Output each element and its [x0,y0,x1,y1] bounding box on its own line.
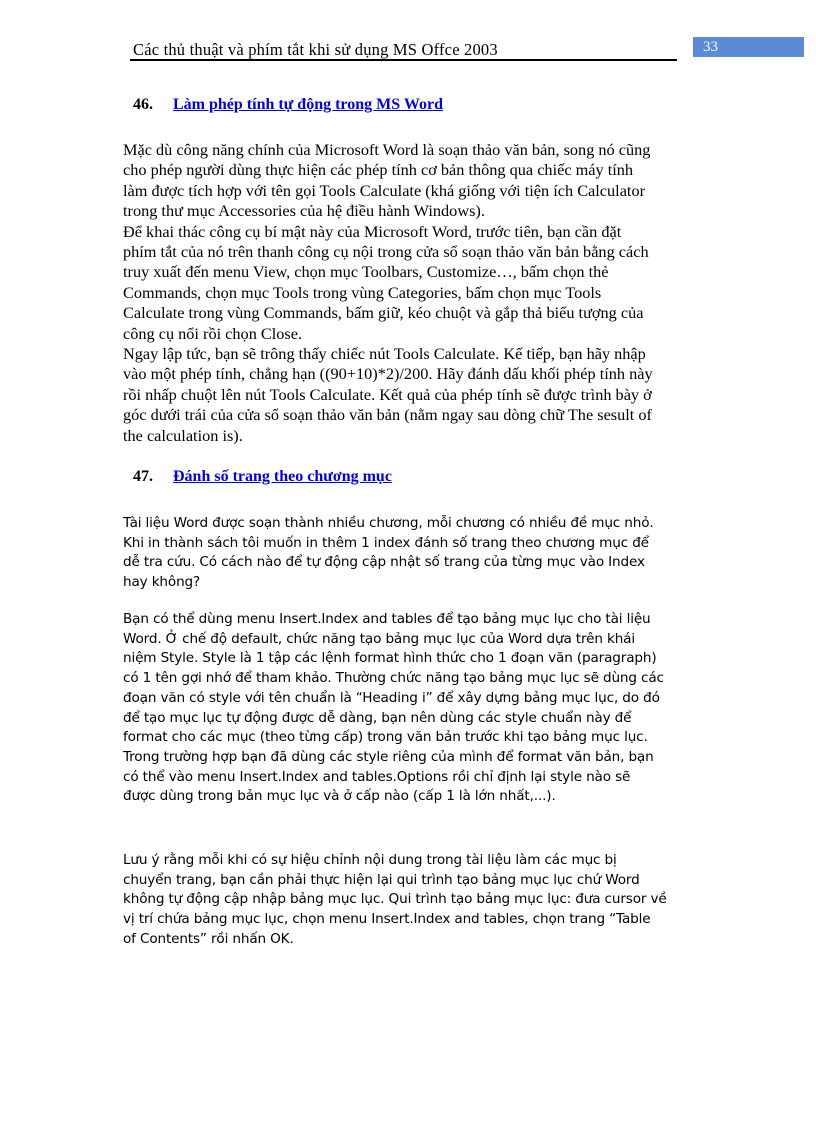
section-46-title-link[interactable]: Làm phép tính tự động trong MS Word [173,96,443,113]
text-line: Lưu ý rằng mỗi khi có sự hiệu chỉnh nội dung trong tài liệu làm các mục bị [123,852,617,868]
section-47-heading [133,467,392,487]
header-divider [130,59,677,61]
text-line: the calculation is). [123,425,243,445]
text-line: vào một phép tính, chẳng hạn ((90+10)*2)/200. Hãy đánh dấu khối phép tính này [123,364,653,384]
text-line: rồi nhấp chuột lên nút Tools Calculate. Kết quả của phép tính sẽ được trình bày ở [123,384,652,404]
text-line: Bạn có thể dùng menu Insert.Index and tables để tạo bảng mục lục cho tài liệu [123,611,651,627]
text-line: format cho các mục (theo từng cấp) trong văn bản trước khi tạo bảng mục lục. [123,729,648,746]
section-47-note-paragraph [123,851,708,950]
text-line: được dùng trong bản mục lục và ở cấp nào (cấp 1 là lớn nhất,...). [123,788,556,805]
header-title: Các thủ thuật và phím tắt khi sử dụng MS Offce 2003 [133,40,498,59]
text-line: hay không? [123,574,201,591]
text-line: có thể vào menu Insert.Index and tables.Options rồi chỉ định lại style nào sẽ [123,768,631,785]
text-line: Để khai thác công cụ bí mật này của Microsoft Word, trước tiên, bạn cần đặt [123,221,622,241]
text-line: vị trí chứa bảng mục lục, chọn menu Insert.Index and tables, chọn trang “Table [123,911,651,928]
text-line: không tự động cập nhập bảng mục lục. Qui trình tạo bảng mục lục: đưa cursor về [123,891,667,908]
text-line: niệm Style. Style là 1 tập các lệnh format hình thức cho 1 đoạn văn (paragraph) [123,650,657,667]
text-line: cho phép người dùng thực hiện các phép tính cơ bản thông qua chiếc máy tính [123,160,634,180]
section-number: 46. [133,96,153,113]
text-line: Trong trường hợp bạn đã dùng các style riêng của mình để format văn bản, bạn [123,748,654,765]
section-47-title-link[interactable]: Đánh số trang theo chương mục [173,468,392,485]
text-line: Commands, chọn mục Tools trong vùng Categories, bấm chọn mục Tools [123,282,602,302]
text-line: đoạn văn có style với tên chuẩn là “Heading i” để xây dựng bảng mục lục, do đó [123,689,660,706]
text-line: có 1 tên gợi nhớ để tham khảo. Thường chức năng tạo bảng mục lục sẽ dùng các [123,670,664,687]
text-line: làm được tích hợp với tên gọi Tools Calculate (khá giống với tiện ích Calculator [123,180,646,200]
text-line: Mặc dù công năng chính của Microsoft Word là soạn thảo văn bản, song nó cũng [123,140,651,159]
section-number: 47. [133,468,153,485]
section-47-answer-paragraph [123,610,708,807]
text-line: truy xuất đến menu View, chọn mục Toolbars, Customize…, bấm chọn thẻ [123,262,609,282]
text-line: để tạo mục lục tự động được dễ dàng, bạn nên dùng các style chuẩn này để [123,709,632,726]
text-line: Calculate trong vùng Commands, bấm giữ, kéo chuột và gắp thả biểu tượng của [123,303,644,323]
text-line: of Contents” rồi nhấn OK. [123,930,294,947]
section-46-heading [133,95,443,115]
page-number-badge: 33 [693,37,804,57]
text-line: công cụ nổi rồi chọn Close. [123,323,303,343]
text-line: chuyển trang, bạn cần phải thực hiện lại qui trình tạo bảng mục lục chứ Word [123,871,640,888]
section-47-question-paragraph [123,514,708,593]
text-line: Khi in thành sách tôi muốn in thêm 1 index đánh số trang theo chương mục để [123,534,649,551]
text-line: trong thư mục Accessories của hệ điều hành Windows). [123,201,485,221]
section-46-paragraph [123,140,708,446]
text-line: góc dưới trái của cửa sổ soạn thảo văn bản (nằm ngay sau dòng chữ The sesult of [123,405,652,425]
text-line: Tài liệu Word được soạn thành nhiều chương, mỗi chương có nhiều đề mục nhỏ. [123,515,654,531]
text-line: Ngay lập tức, bạn sẽ trông thấy chiếc nút Tools Calculate. Kế tiếp, bạn hãy nhập [123,344,646,364]
text-line: phím tắt của nó trên thanh công cụ nội trong cửa sổ soạn thảo văn bản bằng cách [123,242,649,262]
text-line: dễ tra cứu. Có cách nào để tự động cập nhật số trang của từng mục vào Index [123,554,645,571]
text-line: Word. Ở chế độ default, chức năng tạo bảng mục lục của Word dựa trên khái [123,630,635,647]
